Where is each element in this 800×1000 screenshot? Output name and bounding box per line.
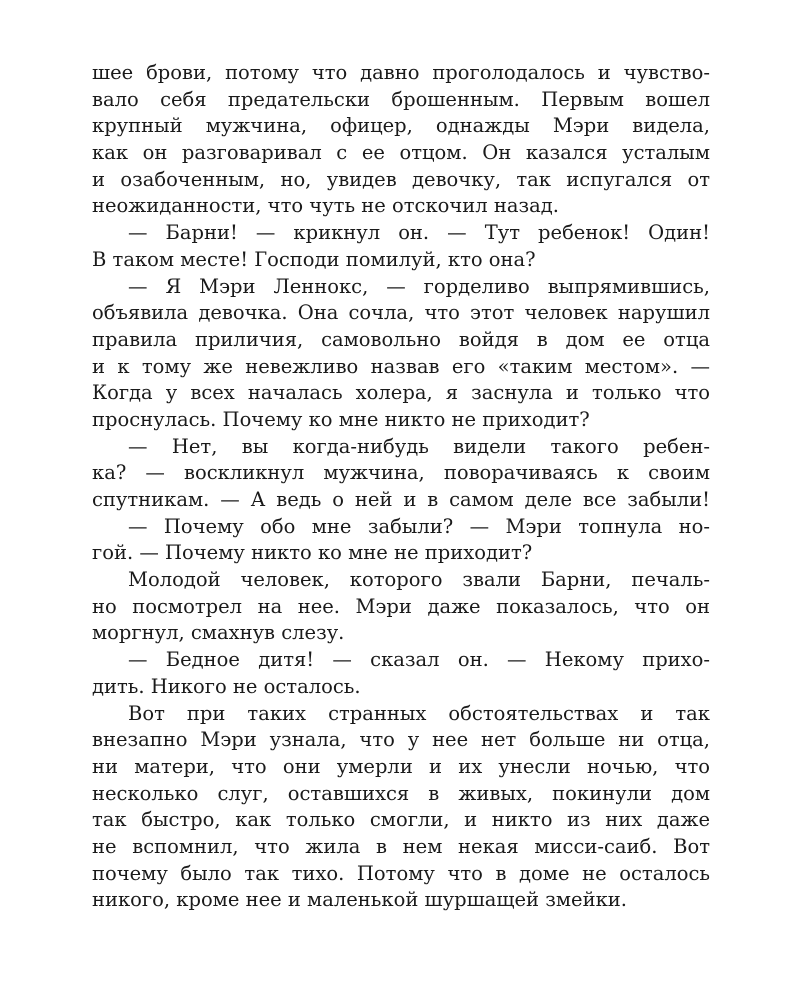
text-line: не вспомнил, что жила в нем некая мисси-саиб. Вот [92,834,710,858]
text-line: крупный мужчина, офицер, однажды Мэри видела, [92,114,710,138]
text-line: и к тому же невежливо назвав его «таким местом». — [92,354,710,378]
text-line: спутникам. — А ведь о ней и в самом деле все забыли! [92,488,710,511]
text-line: моргнул, смахнув слезу. [92,621,345,645]
text-line: как он разговаривал с ее отцом. Он казался усталым [92,141,710,165]
text-line: и озабоченным, но, увидев девочку, так испугался от [92,167,710,191]
text-line: Вот при таких странных обстоятельствах и так [128,701,710,725]
text-line: правила приличия, самовольно войдя в дом ее отца [92,327,710,351]
text-line: но посмотрел на нее. Мэри даже показалось, что он [92,594,710,618]
text-line: гой. — Почему никто ко мне не приходит? [92,541,533,565]
text-line: так быстро, как только смогли, и никто из них даже [92,808,710,832]
text-line: несколько слуг, оставшихся в живых, покинули дом [92,781,710,805]
text-line: никого, кроме нее и маленькой шуршащей змейки. [92,888,627,912]
text-line: — Я Мэри Леннокс, — горделиво выпрямившись, [128,274,710,298]
text-line: объявила девочка. Она сочла, что этот человек нарушил [92,301,710,325]
text-line: — Бедное дитя! — сказал он. — Некому прихо- [128,648,710,672]
text-line: проснулась. Почему ко мне никто не приходит? [92,407,590,431]
text-line: — Барни! — крикнул он. — Тут ребенок! Один! [128,221,710,245]
text-line: Молодой человек, которого звали Барни, печаль- [128,568,710,592]
text-line: вало себя предательски брошенным. Первым вошел [92,87,710,111]
text-line: почему было так тихо. Потому что в доме не осталось [92,861,710,885]
text-line: ка? — воскликнул мужчина, поворачиваясь к своим [92,461,710,485]
text-line: ни матери, что они умерли и их унесли ночью, что [92,754,710,778]
text-line: неожиданности, что чуть не отскочил назад. [92,194,559,218]
text-line: Когда у всех началась холера, я заснула и только что [92,381,710,405]
text-line: — Почему обо мне забыли? — Мэри топнула но- [128,514,710,538]
text-line: шее брови, потому что давно проголодалось и чувство- [92,61,710,84]
text-line: — Нет, вы когда-нибудь видели такого ребен- [128,434,710,458]
book-page-text [92,60,710,914]
text-line: внезапно Мэри узнала, что у нее нет больше ни отца, [92,728,710,752]
text-line: дить. Никого не осталось. [92,674,361,698]
text-line: В таком месте! Господи помилуй, кто она? [92,247,536,271]
